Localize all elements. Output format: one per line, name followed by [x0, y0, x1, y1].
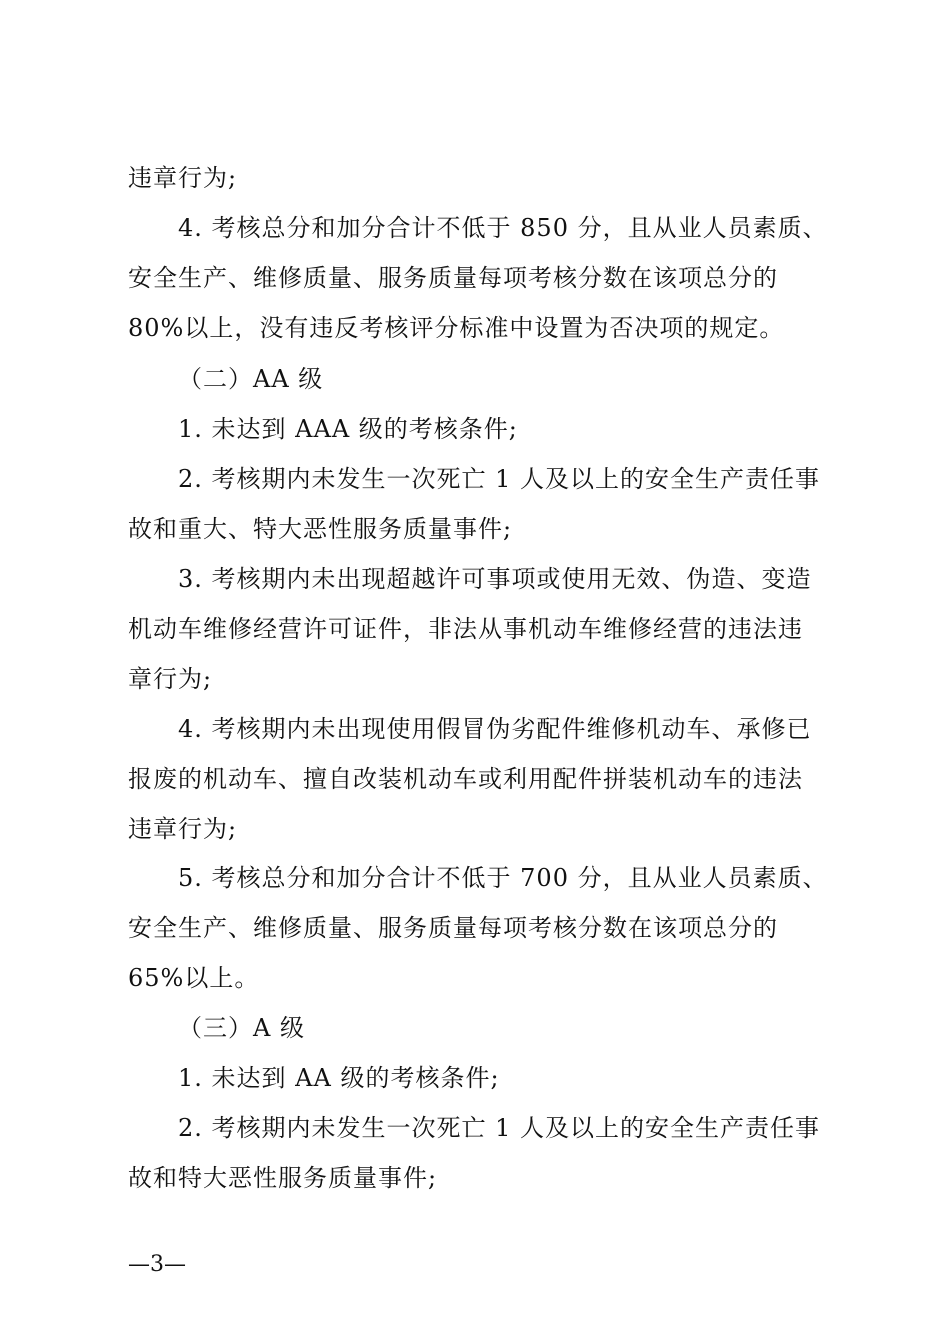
- section-heading: （二）AA 级: [178, 365, 324, 393]
- text-line: 章行为;: [128, 665, 213, 693]
- text-line: 3. 考核期内未出现超越许可事项或使用无效、伪造、变造: [178, 565, 812, 593]
- text-line: 65%以上。: [128, 964, 260, 992]
- text-line: 2. 考核期内未发生一次死亡 1 人及以上的安全生产责任事: [178, 465, 821, 493]
- text-line: 1. 未达到 AA 级的考核条件;: [178, 1064, 500, 1092]
- text-line: 安全生产、维修质量、服务质量每项考核分数在该项总分的: [128, 914, 778, 942]
- text-line: 机动车维修经营许可证件，非法从事机动车维修经营的违法违: [128, 615, 803, 643]
- text-line: 违章行为;: [128, 815, 238, 843]
- text-line: 故和重大、特大恶性服务质量事件;: [128, 515, 513, 543]
- text-line: 5. 考核总分和加分合计不低于 700 分，且从业人员素质、: [178, 864, 828, 892]
- text-line: 2. 考核期内未发生一次死亡 1 人及以上的安全生产责任事: [178, 1114, 821, 1142]
- text-line: 安全生产、维修质量、服务质量每项考核分数在该项总分的: [128, 264, 778, 292]
- text-line: 4. 考核期内未出现使用假冒伪劣配件维修机动车、承修已: [178, 715, 812, 743]
- section-heading: （三）A 级: [178, 1014, 305, 1042]
- text-line: 1. 未达到 AAA 级的考核条件;: [178, 415, 518, 443]
- text-line: 4. 考核总分和加分合计不低于 850 分，且从业人员素质、: [178, 214, 828, 242]
- text-line: 80%以上，没有违反考核评分标准中设置为否决项的规定。: [128, 314, 785, 342]
- text-line: 故和特大恶性服务质量事件;: [128, 1164, 438, 1192]
- text-line: 报废的机动车、擅自改装机动车或利用配件拼装机动车的违法: [128, 765, 803, 793]
- text-line: 违章行为;: [128, 164, 238, 192]
- page-number: —3—: [128, 1252, 186, 1277]
